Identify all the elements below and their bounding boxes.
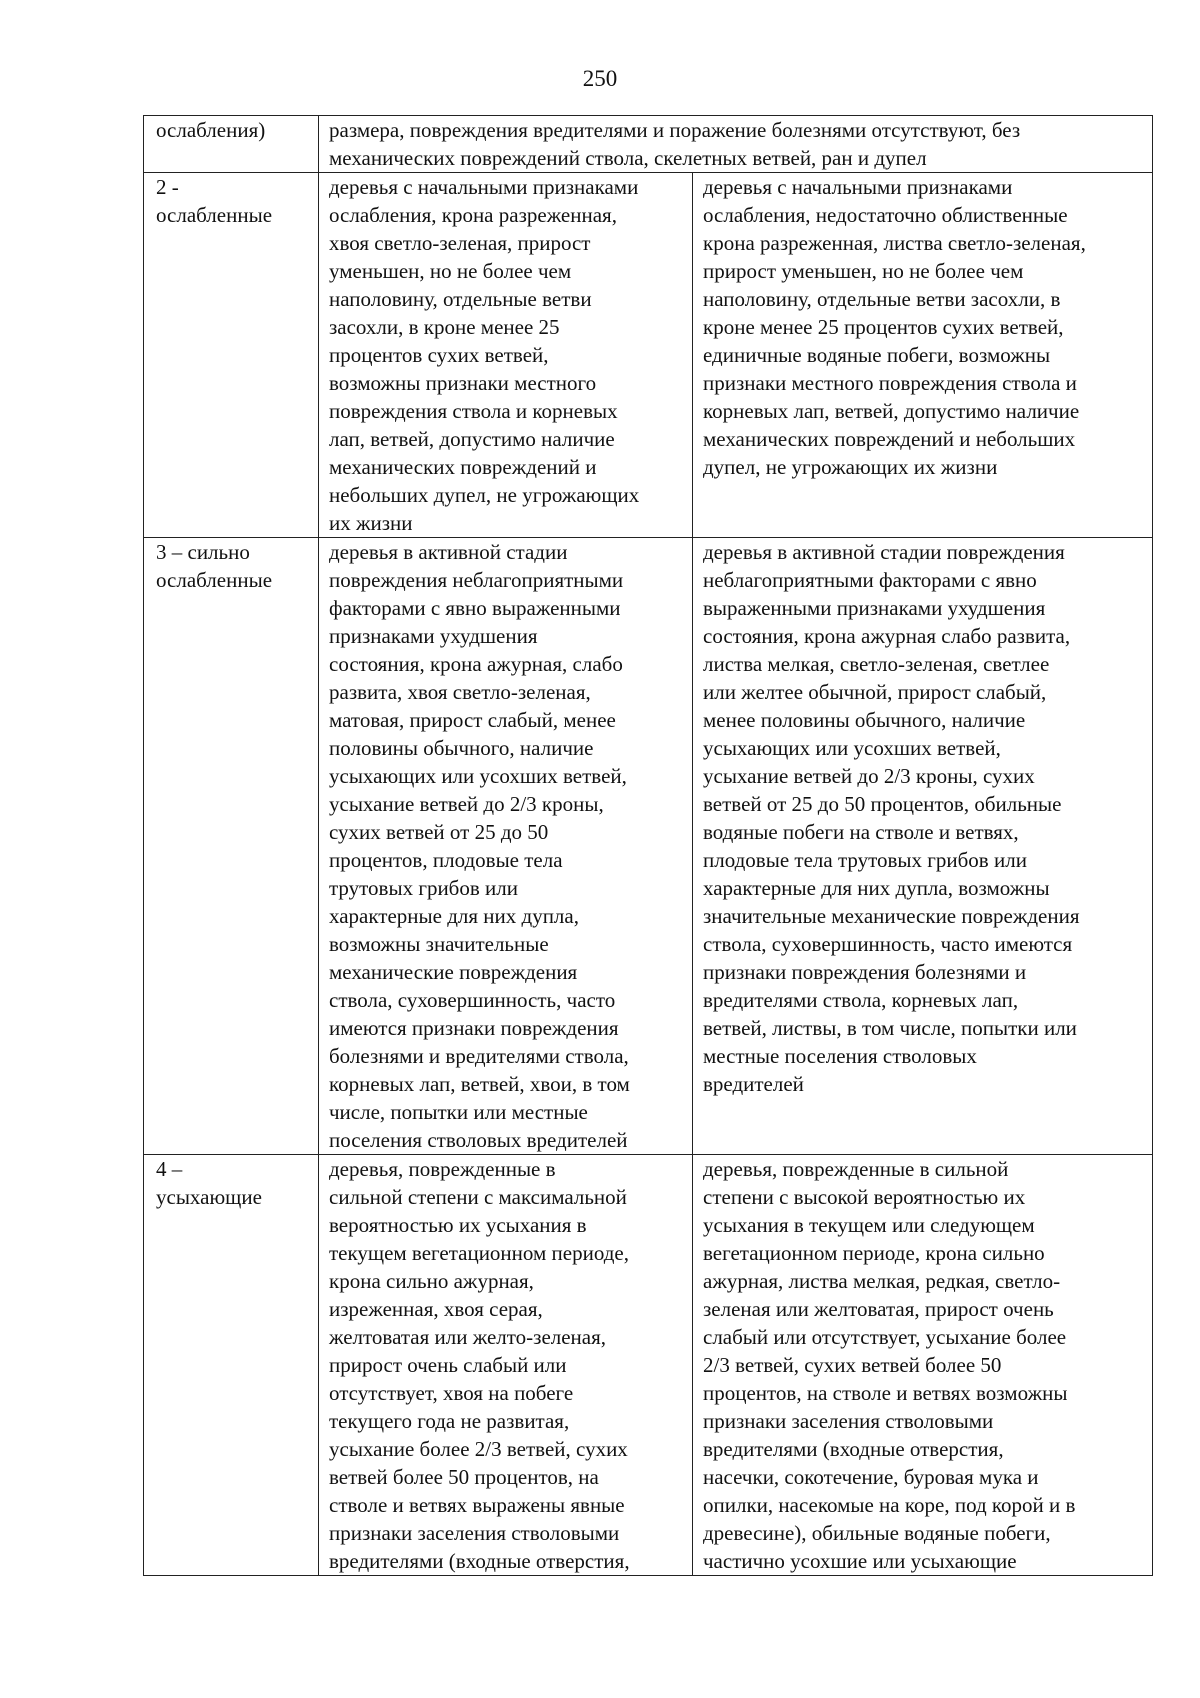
conifer-line: вероятностью их усыхания в <box>329 1213 587 1237</box>
deciduous-line: наполовину, отдельные ветви засохли, в <box>703 287 1061 311</box>
conifer-line: механических повреждений и <box>329 455 597 479</box>
table-row <box>144 1155 1153 1576</box>
conifer-description-cell <box>319 1155 693 1576</box>
category-line: 3 – сильно <box>156 540 250 564</box>
deciduous-line: характерные для них дупла, возможны <box>703 876 1050 900</box>
category-cell <box>144 173 319 538</box>
deciduous-line: водяные побеги на стволе и ветвях, <box>703 820 1019 844</box>
category-line: 4 – <box>156 1157 183 1181</box>
deciduous-line: вредителями ствола, корневых лап, <box>703 988 1019 1012</box>
deciduous-line: насечки, сокотечение, буровая мука и <box>703 1465 1039 1489</box>
deciduous-description-cell <box>693 538 1153 1155</box>
table-row <box>144 538 1153 1155</box>
deciduous-line: слабый или отсутствует, усыхание более <box>703 1325 1067 1349</box>
conifer-line: развита, хвоя светло-зеленая, <box>329 680 591 704</box>
deciduous-line: признаки местного повреждения ствола и <box>703 371 1077 395</box>
conifer-line: уменьшен, но не более чем <box>329 259 572 283</box>
category-line: ослабления) <box>156 118 266 142</box>
deciduous-line: опилки, насекомые на коре, под корой и в <box>703 1493 1076 1517</box>
conifer-line: стволе и ветвях выражены явные <box>329 1493 625 1517</box>
conifer-line: трутовых грибов или <box>329 876 518 900</box>
conifer-line: усыхание более 2/3 ветвей, сухих <box>329 1437 628 1461</box>
deciduous-line: деревья в активной стадии повреждения <box>703 540 1065 564</box>
deciduous-line: признаки заселения стволовыми <box>703 1409 994 1433</box>
conifer-line: ослабления, крона разреженная, <box>329 203 617 227</box>
conifer-description-cell <box>319 538 693 1155</box>
category-line: ослабленные <box>156 568 273 592</box>
conifer-line: числе, попытки или местные <box>329 1100 588 1124</box>
conifer-line: прирост очень слабый или <box>329 1353 567 1377</box>
conifer-line: факторами с явно выраженными <box>329 596 621 620</box>
conifer-line: корневых лап, ветвей, хвои, в том <box>329 1072 630 1096</box>
deciduous-line: кроне менее 25 процентов сухих ветвей, <box>703 315 1064 339</box>
deciduous-line: состояния, крона ажурная слабо развита, <box>703 624 1071 648</box>
category-line: усыхающие <box>156 1185 262 1209</box>
deciduous-line: признаки повреждения болезнями и <box>703 960 1027 984</box>
conifer-line: усыхание ветвей до 2/3 кроны, <box>329 792 604 816</box>
conifer-line: ветвей более 50 процентов, на <box>329 1465 599 1489</box>
table-row <box>144 116 1153 173</box>
deciduous-line: единичные водяные побеги, возможны <box>703 343 1051 367</box>
deciduous-line: степени с высокой вероятностью их <box>703 1185 1026 1209</box>
category-cell <box>144 1155 319 1576</box>
deciduous-line: частично усохшие или усыхающие <box>703 1549 1017 1573</box>
conifer-line: повреждения неблагоприятными <box>329 568 624 592</box>
conifer-line: деревья, поврежденные в <box>329 1157 556 1181</box>
deciduous-line: крона разреженная, листва светло-зеленая, <box>703 231 1086 255</box>
category-line: ослабленные <box>156 203 273 227</box>
conifer-line: отсутствует, хвоя на побеге <box>329 1381 574 1405</box>
conifer-line: текущем вегетационном периоде, <box>329 1241 629 1265</box>
deciduous-line: деревья, поврежденные в сильной <box>703 1157 1009 1181</box>
description-line: механических повреждений ствола, скелетных ветвей, ран и дупел <box>329 146 927 170</box>
deciduous-line: ослабления, недостаточно облиственные <box>703 203 1068 227</box>
deciduous-line: усыхающих или усохших ветвей, <box>703 736 1001 760</box>
conifer-line: текущего года не развитая, <box>329 1409 570 1433</box>
deciduous-line: древесине), обильные водяные побеги, <box>703 1521 1051 1545</box>
page-number: 250 <box>582 66 618 91</box>
conifer-line: засохли, в кроне менее 25 <box>329 315 560 339</box>
conifer-line: деревья в активной стадии <box>329 540 568 564</box>
conifer-line: признаки заселения стволовыми <box>329 1521 620 1545</box>
conifer-line: состояния, крона ажурная, слабо <box>329 652 623 676</box>
conifer-line: их жизни <box>329 511 413 535</box>
deciduous-description-cell <box>693 1155 1153 1576</box>
category-cell <box>144 538 319 1155</box>
conifer-line: возможны значительные <box>329 932 549 956</box>
deciduous-line: прирост уменьшен, но не более чем <box>703 259 1024 283</box>
conifer-line: изреженная, хвоя серая, <box>329 1297 543 1321</box>
deciduous-line: процентов, на стволе и ветвях возможны <box>703 1381 1068 1405</box>
deciduous-line: или желтее обычной, прирост слабый, <box>703 680 1047 704</box>
deciduous-line: зеленая или желтоватая, прирост очень <box>703 1297 1054 1321</box>
conifer-line: наполовину, отдельные ветви <box>329 287 592 311</box>
conifer-line: процентов сухих ветвей, <box>329 343 549 367</box>
conifer-line: болезнями и вредителями ствола, <box>329 1044 629 1068</box>
deciduous-line: листва мелкая, светло-зеленая, светлее <box>703 652 1050 676</box>
conifer-line: ствола, суховершинность, часто <box>329 988 616 1012</box>
deciduous-line: ажурная, листва мелкая, редкая, светло- <box>703 1269 1061 1293</box>
conifer-line: возможны признаки местного <box>329 371 597 395</box>
conifer-line: усыхающих или усохших ветвей, <box>329 764 627 788</box>
tree-condition-table <box>143 115 1153 1576</box>
deciduous-description-cell <box>693 173 1153 538</box>
conifer-line: матовая, прирост слабый, менее <box>329 708 616 732</box>
deciduous-line: менее половины обычного, наличие <box>703 708 1026 732</box>
deciduous-line: вегетационном периоде, крона сильно <box>703 1241 1045 1265</box>
conifer-description-cell <box>319 173 693 538</box>
deciduous-line: выраженными признаками ухудшения <box>703 596 1046 620</box>
deciduous-line: вредителей <box>703 1072 804 1096</box>
conifer-line: небольших дупел, не угрожающих <box>329 483 640 507</box>
deciduous-line: 2/3 ветвей, сухих ветвей более 50 <box>703 1353 1002 1377</box>
deciduous-line: значительные механические повреждения <box>703 904 1080 928</box>
conifer-line: механические повреждения <box>329 960 578 984</box>
conifer-line: хвоя светло-зеленая, прирост <box>329 231 591 255</box>
deciduous-line: ветвей от 25 до 50 процентов, обильные <box>703 792 1062 816</box>
conifer-line: поселения стволовых вредителей <box>329 1128 628 1152</box>
conifer-line: повреждения ствола и корневых <box>329 399 618 423</box>
conifer-line: процентов, плодовые тела <box>329 848 563 872</box>
deciduous-line: деревья с начальными признаками <box>703 175 1013 199</box>
conifer-line: лап, ветвей, допустимо наличие <box>329 427 615 451</box>
conifer-line: половины обычного, наличие <box>329 736 594 760</box>
deciduous-line: усыхания в текущем или следующем <box>703 1213 1035 1237</box>
category-cell <box>144 116 319 173</box>
deciduous-line: механических повреждений и небольших <box>703 427 1076 451</box>
conifer-line: имеются признаки повреждения <box>329 1016 619 1040</box>
deciduous-line: местные поселения стволовых <box>703 1044 977 1068</box>
deciduous-line: корневых лап, ветвей, допустимо наличие <box>703 399 1080 423</box>
deciduous-line: ствола, суховершинность, часто имеются <box>703 932 1073 956</box>
description-cell <box>319 116 1153 173</box>
deciduous-line: ветвей, листвы, в том числе, попытки или <box>703 1016 1077 1040</box>
deciduous-line: дупел, не угрожающих их жизни <box>703 455 998 479</box>
conifer-line: деревья с начальными признаками <box>329 175 639 199</box>
conifer-line: желтоватая или желто-зеленая, <box>329 1325 607 1349</box>
deciduous-line: вредителями (входные отверстия, <box>703 1437 1004 1461</box>
table-row <box>144 173 1153 538</box>
deciduous-line: усыхание ветвей до 2/3 кроны, сухих <box>703 764 1035 788</box>
conifer-line: крона сильно ажурная, <box>329 1269 534 1293</box>
category-line: 2 - <box>156 175 179 199</box>
conifer-line: сильной степени с максимальной <box>329 1185 627 1209</box>
conifer-line: признаками ухудшения <box>329 624 538 648</box>
description-line: размера, повреждения вредителями и поражение болезнями отсутствуют, без <box>329 118 1021 142</box>
conifer-line: сухих ветвей от 25 до 50 <box>329 820 549 844</box>
deciduous-line: неблагоприятными факторами с явно <box>703 568 1037 592</box>
conifer-line: вредителями (входные отверстия, <box>329 1549 630 1573</box>
conifer-line: характерные для них дупла, <box>329 904 579 928</box>
deciduous-line: плодовые тела трутовых грибов или <box>703 848 1027 872</box>
